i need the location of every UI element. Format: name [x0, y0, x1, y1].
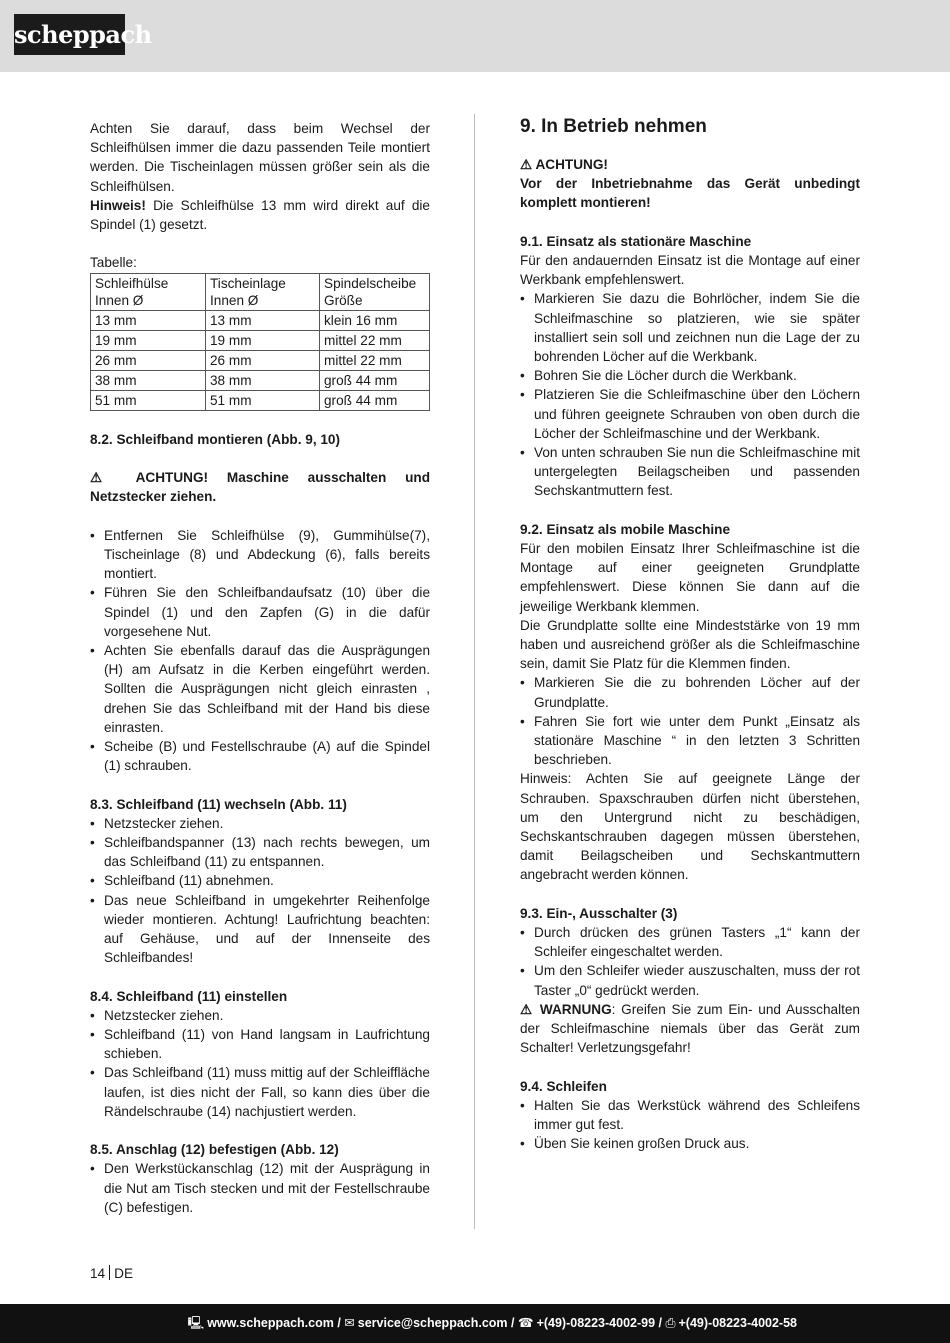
list-item: • Scheibe (B) und Festellschraube (A) auf die Spindel (1) schrauben.: [90, 737, 430, 775]
section-9-2-hinweis: Hinweis: Achten Sie auf geeignete Länge der Schrauben. Spaxschrauben dürfen nicht überstehen, um den Untergrund nicht zu beschädigen, Sechskantschrauben dagegen müssen überstehen, damit Beilagscheiben und Sechskantmuttern angebracht werden können.: [520, 771, 860, 883]
section-9-1-list: [520, 289, 860, 500]
section-9-4-heading: 9.4. Schleifen: [520, 1078, 607, 1094]
section-8-3-list: [90, 814, 430, 968]
phone-icon: ☎: [517, 1316, 534, 1330]
table-row: [91, 370, 430, 390]
warning-text: Vor der Inbetriebnahme das Gerät unbedingt komplett montieren!: [520, 176, 860, 211]
warning-heading: ⚠ ACHTUNG!: [520, 157, 608, 172]
list-item: • Entfernen Sie Schleifhülse (9), Gummihülse(7), Tischeinlage (8) und Abdeckung (6), falls bereits montiert.: [90, 526, 430, 584]
table-caption: Tabelle:: [90, 255, 137, 271]
section-8-2-warning: ⚠ ACHTUNG! Maschine ausschalten und Netzstecker ziehen.: [90, 470, 430, 505]
table-row: [91, 330, 430, 350]
section-8-2-heading: 8.2. Schleifband montieren (Abb. 9, 10): [90, 431, 341, 447]
list-item: • Schleifband (11) von Hand langsam in Laufrichtung schieben.: [90, 1025, 430, 1063]
section-8-5-heading: 8.5. Anschlag (12) befestigen (Abb. 12): [90, 1142, 339, 1158]
table-header-cell: Schleifhülse Innen Ø: [91, 273, 206, 310]
table-cell: 13 mm: [206, 310, 320, 330]
list-item: • Netzstecker ziehen.: [90, 1006, 430, 1025]
table-cell: mittel 22 mm: [320, 350, 430, 370]
list-item: • Um den Schleifer wieder auszuschalten, muss der rot Taster „0“ gedrückt werden.: [520, 961, 860, 999]
table-cell: 19 mm: [91, 330, 206, 350]
section-9-1-intro: Für den andauernden Einsatz ist die Montage auf einer Werkbank empfehlenswert.: [520, 253, 860, 288]
footer-web: www.scheppach.com /: [207, 1316, 341, 1330]
table-header-row: [91, 273, 430, 310]
table-row: [91, 390, 430, 410]
page-footer: [0, 1304, 950, 1343]
computer-icon: 🖳: [187, 1316, 205, 1330]
table-cell: mittel 22 mm: [320, 330, 430, 350]
list-item: • Von unten schrauben Sie nun die Schleifmaschine mit untergelegten Beilagscheiben und passenden Sechskantmuttern fest.: [520, 443, 860, 501]
scheppach-logo: scheppach: [14, 14, 125, 55]
list-item: • Üben Sie keinen großen Druck aus.: [520, 1134, 860, 1153]
section-9-heading: 9. In Betrieb nehmen: [520, 116, 707, 137]
table-cell: 38 mm: [91, 370, 206, 390]
warning-body: : Greifen Sie zum Ein- und Ausschalten der Schleifmaschine niemals über das Gerät zum Schalter! Verletzungsgefahr!: [520, 1001, 860, 1056]
list-item: • Durch drücken des grünen Tasters „1“ kann der Schleifer eingeschaltet werden.: [520, 923, 860, 961]
table-cell: 51 mm: [206, 390, 320, 410]
table-cell: klein 16 mm: [320, 310, 430, 330]
table-cell: 19 mm: [206, 330, 320, 350]
sleeve-table: [90, 273, 430, 411]
section-9-2-list: [520, 673, 860, 769]
page-language: DE: [114, 1266, 134, 1281]
fax-icon: ⎙: [665, 1316, 676, 1330]
list-item: • Markieren Sie dazu die Bohrlöcher, indem Sie die Schleifmaschine so platzieren, wie sie später installiert sein soll und zeichnen nun die Lage der zu bohrenden Löcher auf die Werkbank.: [520, 289, 860, 366]
table-header-cell: Spindelscheibe Größe: [320, 273, 430, 310]
right-column: [520, 116, 860, 1154]
section-8-3-heading: 8.3. Schleifband (11) wechseln (Abb. 11): [90, 796, 347, 812]
table-header-cell: Tischeinlage Innen Ø: [206, 273, 320, 310]
hinweis-paragraph: [90, 196, 430, 234]
section-9-4-list: [520, 1096, 860, 1154]
hinweis-label: Hinweis!: [90, 197, 146, 213]
list-item: • Markieren Sie die zu bohrenden Löcher auf der Grundplatte.: [520, 673, 860, 711]
hinweis-text: Die Schleifhülse 13 mm wird direkt auf die Spindel (1) gesetzt.: [90, 197, 430, 233]
section-9-3-heading: 9.3. Ein-, Ausschalter (3): [520, 905, 678, 921]
section-8-2-list: [90, 526, 430, 776]
intro-paragraph: Achten Sie darauf, dass beim Wechsel der Schleifhülsen immer die dazu passenden Teile montiert werden. Die Tischeinlagen müssen größer sein als die Schleifhülsen.: [90, 121, 430, 194]
footer-phone: +(49)-08223-4002-99 /: [536, 1316, 662, 1330]
table-cell: 13 mm: [91, 310, 206, 330]
mail-icon: ✉: [344, 1316, 355, 1330]
section-8-5-list: [90, 1159, 430, 1217]
page-number-separator: [109, 1265, 110, 1280]
table-row: [91, 350, 430, 370]
list-item: • Halten Sie das Werkstück während des Schleifens immer gut fest.: [520, 1096, 860, 1134]
list-item: • Achten Sie ebenfalls darauf das die Ausprägungen (H) am Aufsatz in die Kerben eingeführt werden. Sollten die Ausprägungen nicht gleich einrasten , drehen Sie das Schleifband mit der Hand bis diese einrasten.: [90, 641, 430, 737]
section-9-3-warning: [520, 1000, 860, 1058]
section-8-4-list: [90, 1006, 430, 1121]
page-number: [90, 1265, 133, 1281]
column-divider: [474, 114, 475, 1229]
left-column: [90, 119, 430, 1217]
list-item: • Schleifband (11) abnehmen.: [90, 871, 430, 890]
footer-mail: service@scheppach.com /: [357, 1316, 515, 1330]
list-item: • Platzieren Sie die Schleifmaschine über den Löchern und führen geeignete Schrauben von oben durch die Löcher der Schleifmaschine und der Werkbank.: [520, 385, 860, 443]
section-8-4-heading: 8.4. Schleifband (11) einstellen: [90, 988, 288, 1004]
list-item: • Das Schleifband (11) muss mittig auf der Schleiffläche laufen, ist dies nicht der Fall, so kann dies über die Rändelschraube (14) nachjustiert werden.: [90, 1063, 430, 1121]
list-item: • Netzstecker ziehen.: [90, 814, 430, 833]
list-item: • Das neue Schleifband in umgekehrter Reihenfolge wieder montieren. Achtung! Laufrichtung beachten: auf Gehäuse, und auf der Innenseite des Schleifbandes!: [90, 891, 430, 968]
table-cell: groß 44 mm: [320, 370, 430, 390]
table-cell: 26 mm: [91, 350, 206, 370]
list-item: • Fahren Sie fort wie unter dem Punkt „Einsatz als stationäre Maschine “ in den letzten 3 Schritten beschrieben.: [520, 712, 860, 770]
table-row: [91, 310, 430, 330]
footer-fax: +(49)-08223-4002-58: [678, 1316, 797, 1330]
table-cell: 26 mm: [206, 350, 320, 370]
section-9-2-paragraph-1: Für den mobilen Einsatz Ihrer Schleifmaschine ist die Montage auf einer geeigneten Grundplatte empfehlenswert. Diese können Sie dann auf die jeweilige Werkbank klemmen.: [520, 541, 860, 614]
list-item: • Den Werkstückanschlag (12) mit der Ausprägung in die Nut am Tisch stecken und mit der Festellschraube (C) befestigen.: [90, 1159, 430, 1217]
table-cell: 38 mm: [206, 370, 320, 390]
page-number-value: 14: [90, 1266, 106, 1281]
list-item: • Führen Sie den Schleifbandaufsatz (10) über die Spindel (1) und den Zapfen (G) in die dafür vorgesehene Nut.: [90, 583, 430, 641]
list-item: • Bohren Sie die Löcher durch die Werkbank.: [520, 366, 860, 385]
section-9-2-paragraph-2: Die Grundplatte sollte eine Mindeststärke von 19 mm haben und ausreichend größer als die Schleifmaschine sein, damit Sie Platz für die Klemmen finden.: [520, 617, 860, 672]
table-cell: 51 mm: [91, 390, 206, 410]
page-header: [0, 0, 950, 72]
section-9-2-heading: 9.2. Einsatz als mobile Maschine: [520, 521, 731, 537]
section-9-3-list: [520, 923, 860, 1000]
table-cell: groß 44 mm: [320, 390, 430, 410]
warning-label: ⚠ WARNUNG: [520, 1001, 612, 1017]
list-item: • Schleifbandspanner (13) nach rechts bewegen, um das Schleifband (11) zu entspannen.: [90, 833, 430, 871]
section-9-1-heading: 9.1. Einsatz als stationäre Maschine: [520, 233, 752, 249]
footer-contacts: [188, 1304, 797, 1343]
